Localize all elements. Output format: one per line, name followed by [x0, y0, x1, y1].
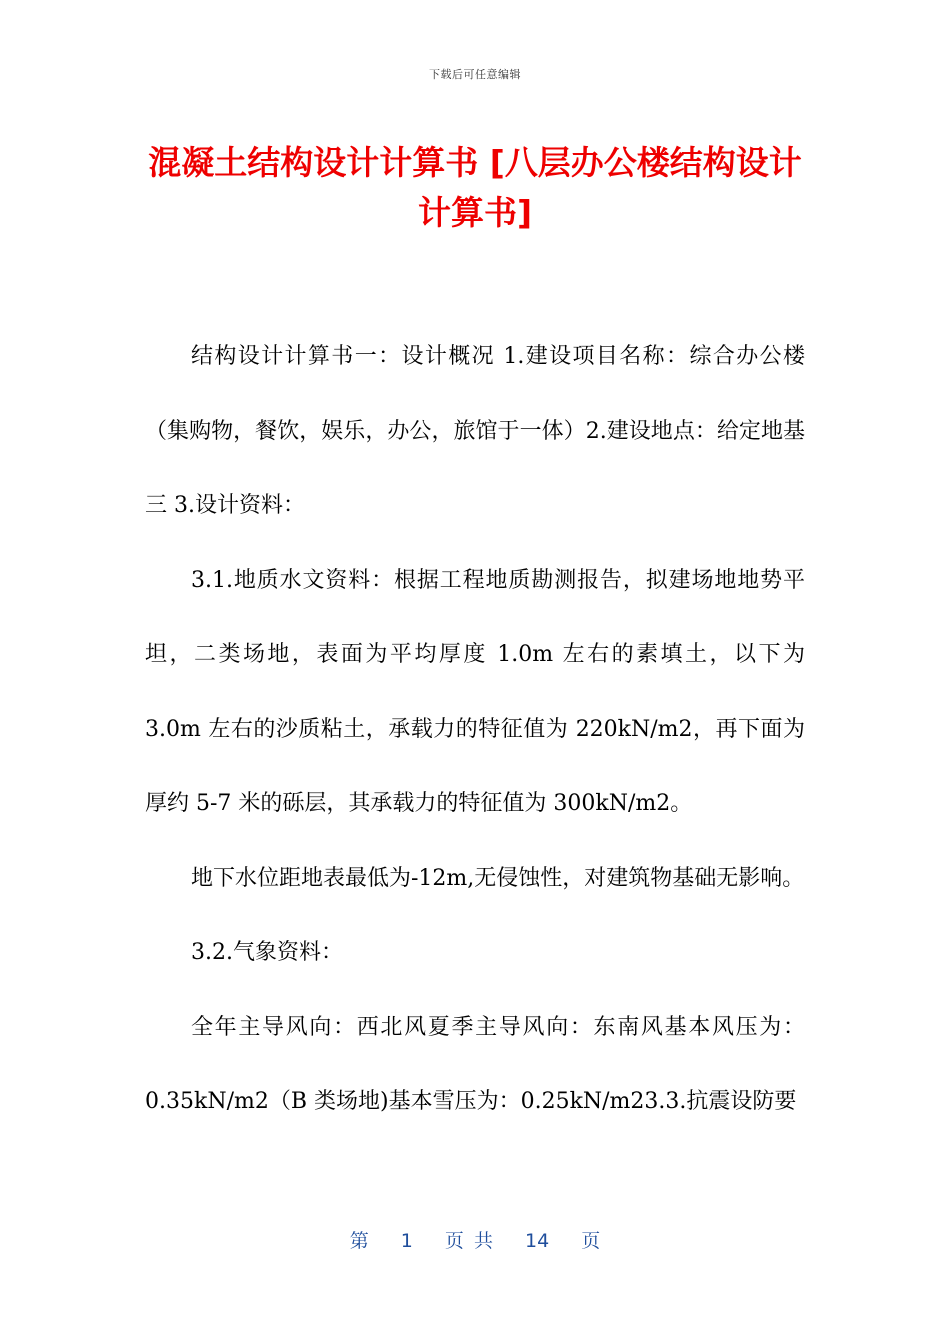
paragraph-overview: 结构设计计算书一：设计概况 1.建设项目名称：综合办公楼（集购物，餐饮，娱乐，办公，旅馆于一体）2.建设地点：给定地基三 3.设计资料：	[145, 344, 805, 518]
footer-mid: 页 共	[444, 1230, 493, 1252]
paragraph-groundwater: 地下水位距地表最低为-12m,无侵蚀性，对建筑物基础无影响。	[191, 865, 805, 891]
paragraph-wind-snow: 全年主导风向：西北风夏季主导风向：东南风基本风压为：0.35kN/m2（B 类场地)基本雪压为：0.25kN/m23.3.抗震设防要	[145, 1014, 805, 1114]
document-title: 混凝土结构设计计算书 [八层办公楼结构设计计算书]	[148, 143, 802, 232]
footer-suffix: 页	[581, 1230, 601, 1252]
paragraph-geology: 3.1.地质水文资料：根据工程地质勘测报告，拟建场地地势平坦，二类场地，表面为平均厚度 1.0m 左右的素填土，以下为 3.0m 左右的沙质粘土，承载力的特征值为 220kN/m2，再下面为厚约 5-7 米的砾层，其承载力的特征值为 300kN/m2。	[145, 567, 805, 816]
paragraph-weather-heading: 3.2.气象资料：	[191, 940, 343, 965]
page-footer	[0, 1226, 950, 1253]
document-body	[145, 320, 805, 1140]
footer-total-pages: 14	[525, 1230, 550, 1252]
footer-page-number: 1	[400, 1230, 413, 1252]
header-note: 下载后可任意编辑	[429, 68, 521, 81]
footer-prefix: 第	[349, 1230, 369, 1252]
